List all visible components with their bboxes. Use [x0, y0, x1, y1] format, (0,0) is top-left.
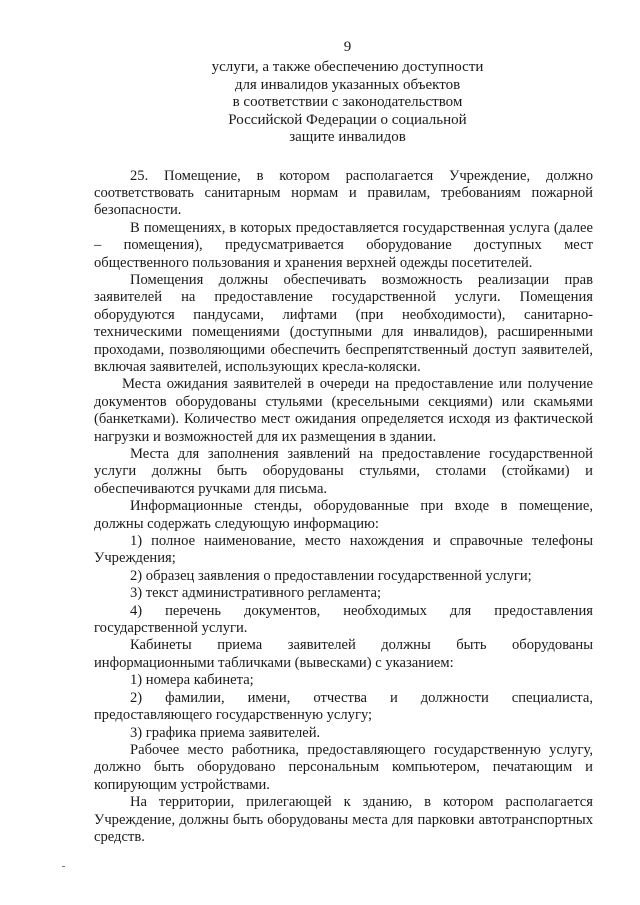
heading-line: для инвалидов указанных объектов: [234, 76, 461, 93]
list-item: 4) перечень документов, необходимых для предоставления государственной услуги.: [94, 602, 593, 637]
list-item: 2) фамилии, имени, отчества и должности специалиста, предоставляющего государственную услугу;: [94, 689, 593, 724]
list-item: 1) полное наименование, место нахождения и справочные телефоны Учреждения;: [94, 533, 593, 567]
paragraph: Кабинеты приема заявителей должны быть оборудованы информационными табличками (вывесками) с указанием:: [94, 637, 593, 671]
list-item: 3) текст административного регламента;: [130, 585, 382, 602]
document-body: [94, 168, 593, 847]
list-item: 3) графика приема заявителей.: [130, 724, 321, 741]
heading-line: Российской Федерации о социальной: [228, 111, 467, 128]
list-item: 1) номера кабинета;: [130, 672, 254, 689]
list-item: 2) образец заявления о предоставлении государственной услуги;: [130, 567, 532, 584]
paragraph: Места для заполнения заявлений на предоставление государственной услуги должны быть оборудованы стульями, столами (стойками) и обеспечиваются ручками для письма.: [94, 446, 593, 497]
section-heading: [94, 59, 593, 147]
paragraph: На территории, прилегающей к зданию, в котором располагается Учреждение, должны быть оборудованы места для парковки автотранспортных средств.: [94, 794, 593, 845]
scan-speck: [62, 866, 65, 867]
paragraph: Места ожидания заявителей в очереди на предоставление или получение документов оборудованы стульями (кресельными секциями) или скамьями (банкетками). Количество мест ожидания определяется исходя из фактической нагрузки и возможностей для их размещения в здании.: [94, 376, 593, 445]
heading-line: в соответствии с законодательством: [232, 94, 463, 110]
paragraph-item-25: 25. Помещение, в котором располагается Учреждение, должно соответствовать санитарным нормам и правилам, требованиям пожарной безопасности.: [94, 167, 593, 219]
page-number: 9: [343, 39, 352, 55]
paragraph: Помещения должны обеспечивать возможность реализации прав заявителей на предоставление государственной услуги. Помещения оборудуются пандусами, лифтами (при необходимости), санитарно-техническими помещениями (доступными для инвалидов), расширенными проходами, позволяющими обеспечить беспрепятственный доступ заявителей, включая заявителей, использующих кресла-коляски.: [94, 271, 593, 375]
paragraph: Информационные стенды, оборудованные при входе в помещение, должны содержать следующую информацию:: [94, 498, 593, 532]
heading-line: защите инвалидов: [289, 129, 406, 145]
paragraph: В помещениях, в которых предоставляется государственная услуга (далее – помещения), предусматривается оборудование доступных мест общественного пользования и хранения верхней одежды посетителей.: [94, 219, 593, 271]
paragraph: Рабочее место работника, предоставляющего государственную услугу, должно быть оборудовано персональным компьютером, печатающим и копирующим устройствами.: [94, 741, 593, 793]
heading-line: услуги, а также обеспечению доступности: [211, 59, 484, 75]
